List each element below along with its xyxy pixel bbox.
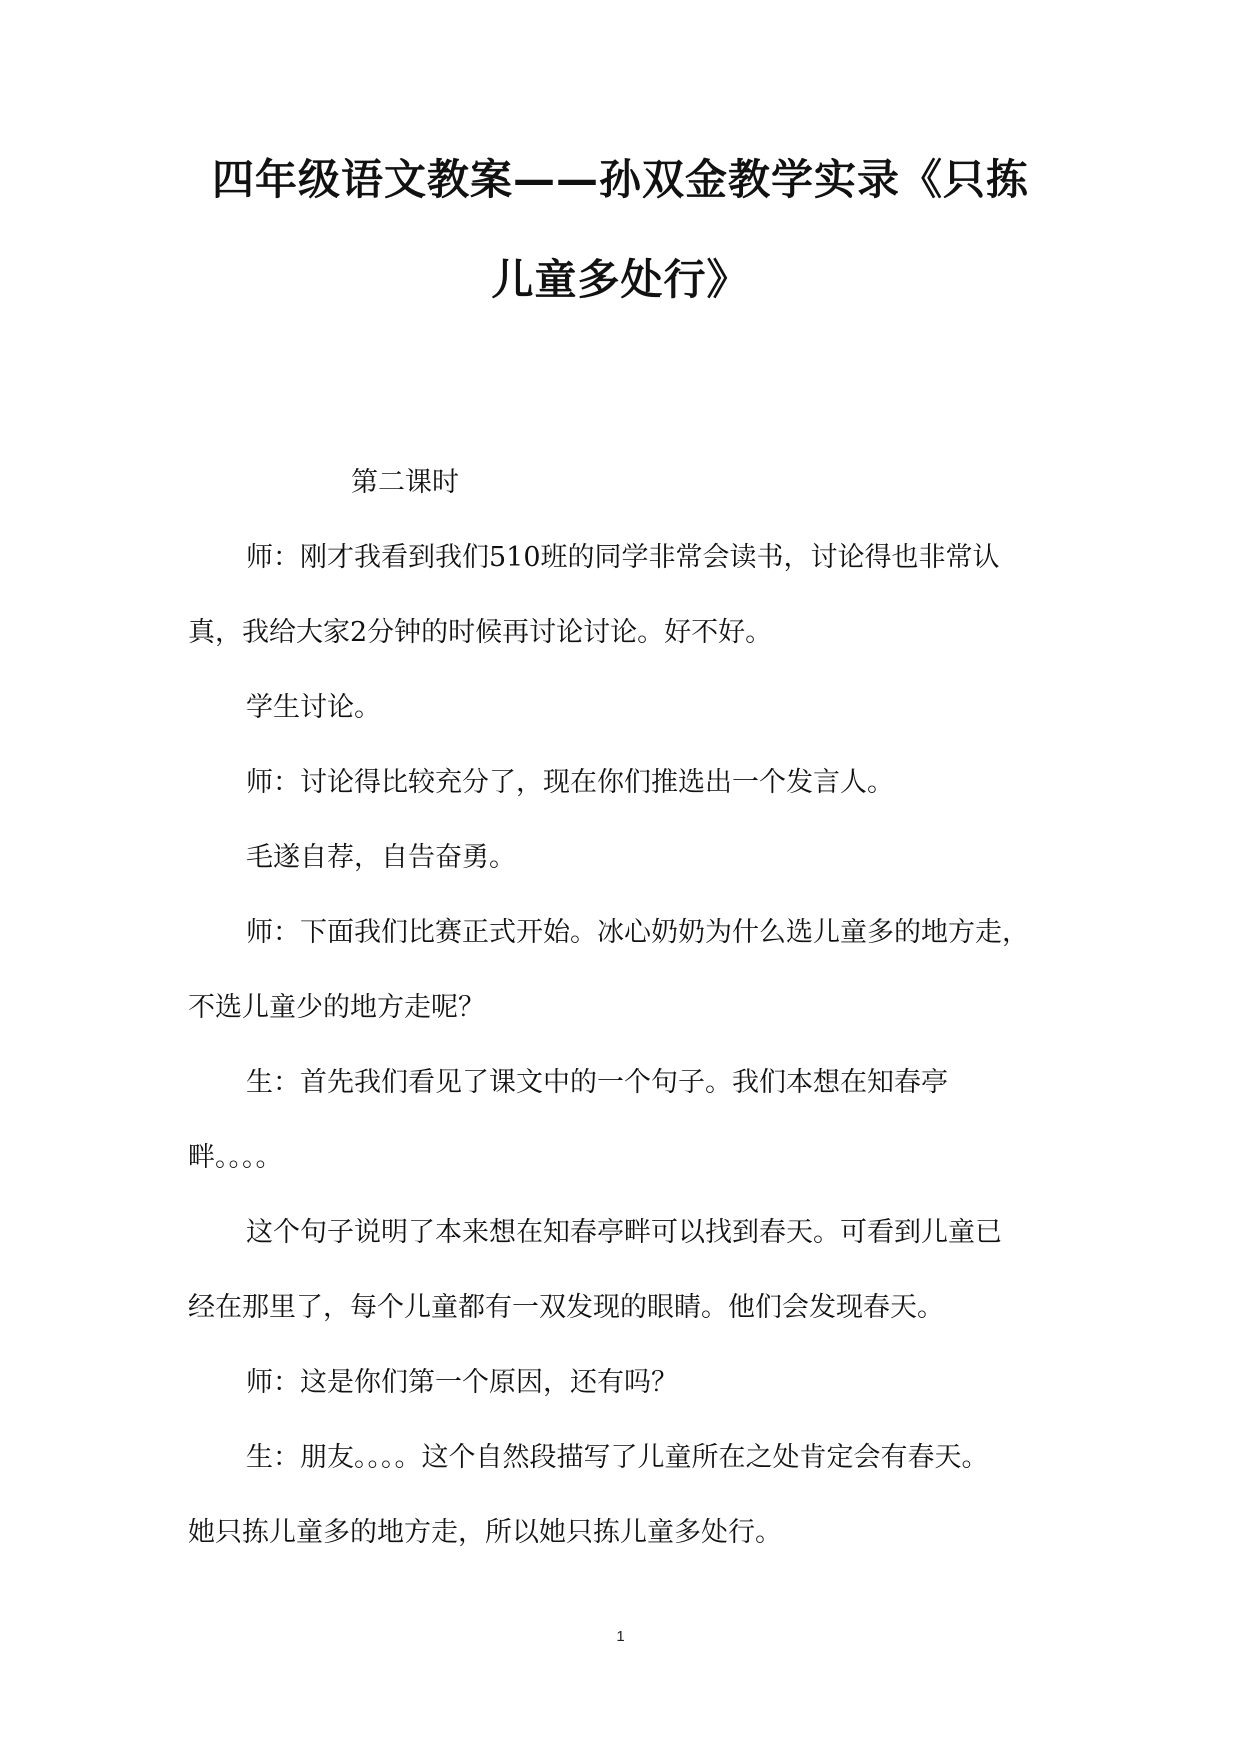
paragraph (188, 1195, 1064, 1345)
paragraph-line: 师：下面我们比赛正式开始。冰心奶奶为什么选儿童多的地方走， (246, 917, 1029, 948)
paragraph-line: 不选儿童少的地方走呢？ (188, 992, 485, 1023)
page-number: 1 (616, 1628, 625, 1645)
document-body (188, 445, 1064, 1570)
paragraph (188, 1420, 1064, 1570)
paragraph-line: 真，我给大家2分钟的时候再讨论讨论。好不好。 (188, 617, 773, 648)
paragraph-line: 经在那里了，每个儿童都有一双发现的眼睛。他们会发现春天。 (188, 1292, 944, 1323)
paragraph (188, 520, 1064, 670)
paragraph (188, 745, 1064, 820)
paragraph (188, 895, 1064, 1045)
paragraph-line: 师：讨论得比较充分了，现在你们推选出一个发言人。 (246, 767, 894, 798)
paragraph (188, 1045, 1064, 1195)
paragraph-line: 她只拣儿童多的地方走，所以她只拣儿童多处行。 (188, 1517, 782, 1548)
document-title-line-1: 四年级语文教案——孙双金教学实录《只拣 (211, 155, 1029, 204)
paragraph-line: 毛遂自荐，自告奋勇。 (246, 842, 516, 873)
paragraph-line: 畔。。。。 (188, 1142, 283, 1173)
section-heading: 第二课时 (351, 467, 459, 498)
paragraph-line: 学生讨论。 (246, 692, 381, 723)
paragraph-line: 师：这是你们第一个原因，还有吗？ (246, 1367, 678, 1398)
paragraph-line: 师：刚才我看到我们510班的同学非常会读书，讨论得也非常认 (246, 542, 1000, 573)
paragraph-line: 这个句子说明了本来想在知春亭畔可以找到春天。可看到儿童已 (246, 1217, 1002, 1248)
paragraph-line: 生：首先我们看见了课文中的一个句子。我们本想在知春亭 (246, 1067, 948, 1098)
paragraph-line: 生：朋友。。。。这个自然段描写了儿童所在之处肯定会有春天。 (246, 1442, 989, 1473)
paragraph-list (188, 520, 1064, 1570)
paragraph (188, 1345, 1064, 1420)
document-title-line-2: 儿童多处行》 (491, 255, 750, 304)
paragraph (188, 670, 1064, 745)
paragraph (188, 820, 1064, 895)
